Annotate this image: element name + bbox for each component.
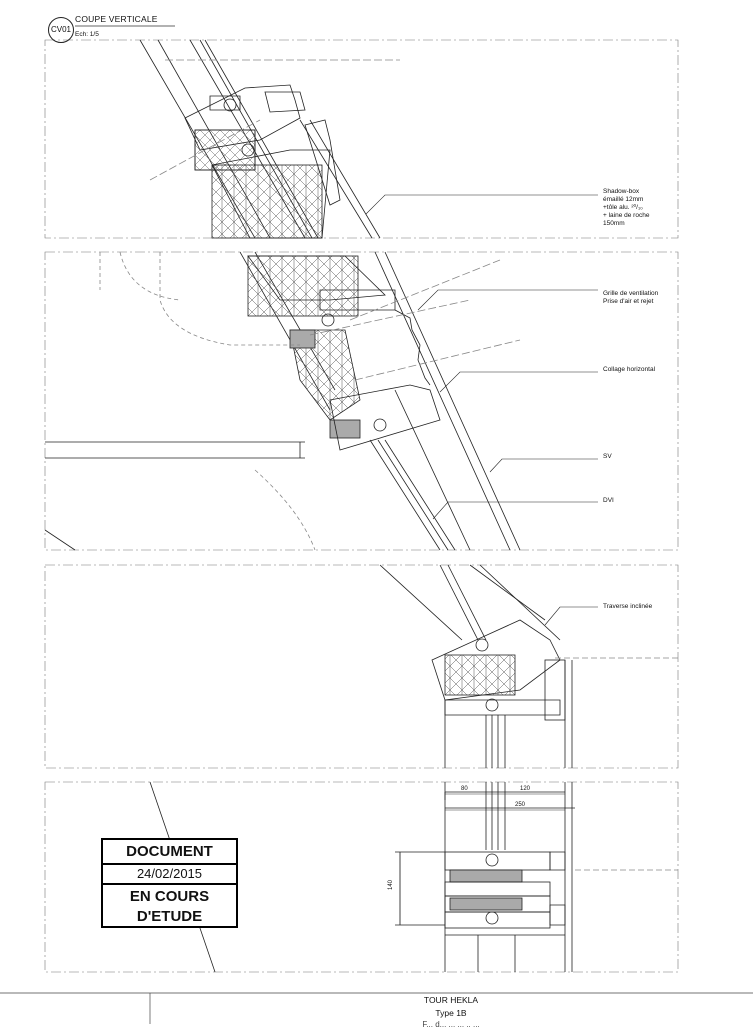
label-traverse-inclinee: Traverse inclinée: [603, 603, 653, 610]
panel-2-profile: [45, 252, 520, 550]
label-dvi: DVI: [603, 497, 614, 504]
cut-off-caption: F... d... ... ... .. ...: [422, 1020, 480, 1029]
panel-3-profile: [380, 565, 678, 768]
panel-1-profile: [140, 40, 400, 238]
dimension-120: 120: [520, 786, 531, 792]
label-collage-horizontal: Collage horizontal: [603, 366, 656, 373]
stamp-status: EN COURS D'ETUDE: [129, 888, 210, 925]
view-code-badge: CV01: [48, 17, 74, 43]
drawing-title: COUPE VERTICALE: [75, 14, 158, 24]
detail-frames: [45, 40, 678, 972]
project-name: TOUR HEKLA: [423, 995, 479, 1005]
status-stamp: [101, 838, 238, 928]
project-type: Type 1B: [435, 1008, 467, 1018]
stamp-document: DOCUMENT: [103, 840, 236, 865]
dimension-80: 80: [461, 786, 468, 792]
drawing-scale: Ech: 1/5: [75, 31, 99, 38]
dimension-250: 250: [515, 802, 526, 808]
stamp-date: 24/02/2015: [103, 865, 236, 885]
label-sv: SV: [603, 453, 612, 460]
label-grille-ventilation: Grille de ventilation Prise d'air et rejet: [603, 290, 659, 305]
label-shadow-box: Shadow-box émaillé 12mm +tôle alu. ²⁰/₁₀ + laine de roche 150mm: [603, 188, 650, 227]
leader-lines: [366, 195, 598, 625]
dimension-140: 140: [388, 879, 395, 891]
